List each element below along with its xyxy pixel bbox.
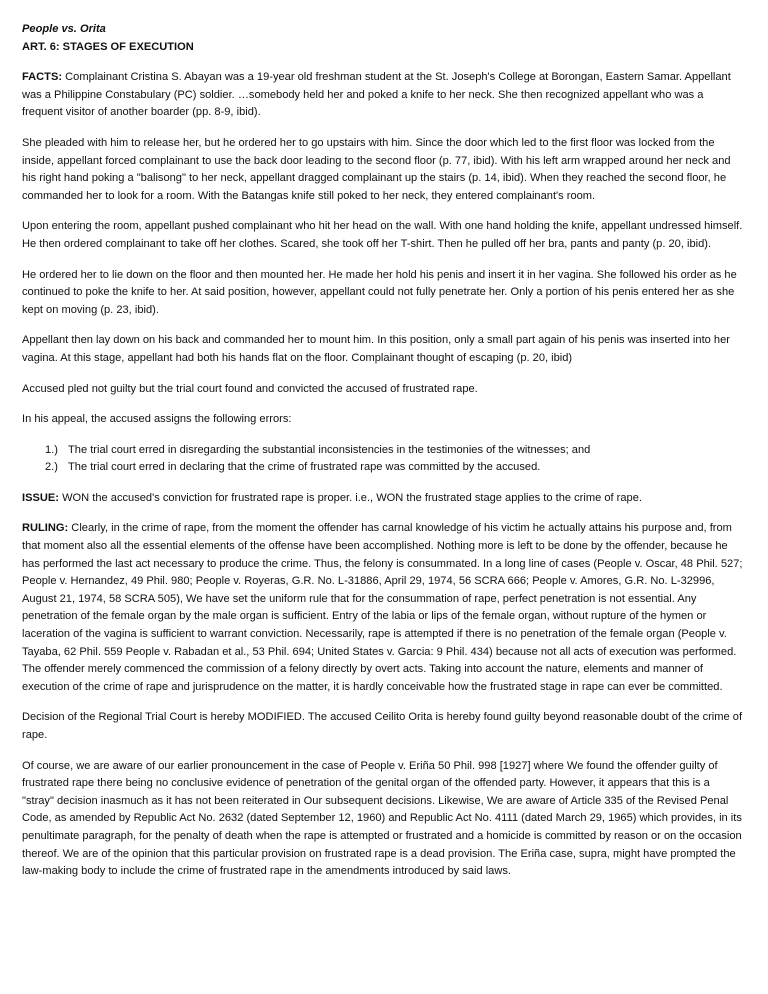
paragraph-6: In his appeal, the accused assigns the following errors: xyxy=(22,413,292,426)
closing-paragraph: Of course, we are aware of our earlier pronouncement in the case of People v. Eriña 50 Phil. 998 [1927] where We found the offender guilty of frustrated rape there being no conclusive evidence of penetration of the genital organ of the offended party. However, it appears that this is a "stray" decision inasmuch as it has not been reiterated in Our subsequent decisions. Likewise, We are aware of Article 335 of the Revised Penal Code, as amended by Republic Act No. 2632 (dated September 12, 1960) and Republic Act No. 4111 (dated March 29, 1965) which provides, in its penultimate paragraph, for the penalty of death when the rape is attempted or frustrated and a homicide is committed by reason or on the occasion thereof. We are of the opinion that this particular provision on frustrated rape is a dead provision. The Eriña case, supra, might have prompted the law-making body to include the crime of frustrated rape in the amendments introduced by said laws. xyxy=(22,759,742,878)
list-item-number: 1.) xyxy=(45,443,58,456)
errors-list xyxy=(22,442,744,477)
ruling-text: Clearly, in the crime of rape, from the moment the offender has carnal knowledge of his victim he actually attains his purpose and, from that moment also all the essential elements of the offense have been accomplished. Nothing more is left to be done by the offender, because he has performed the last act necessary to produce the crime. Thus, the felony is consummated. In a long line of cases (People v. Oscar, 48 Phil. 527; People v. Hernandez, 49 Phil. 980; People v. Royeras, G.R. No. L-31886, April 29, 1974, 56 SCRA 666; People v. Amores, G.R. No. L-32996, August 21, 1974, 58 SCRA 505), We have set the uniform rule that for the consummation of rape, perfect penetration is not essential. Any penetration of the female organ by the male organ is sufficient. Entry of the labia or lips of the female organ, without rupture of the hymen or laceration of the vagina is sufficient to warrant conviction. Necessarily, rape is attempted if there is no penetration of the female organ (People v. Tayaba, 62 Phil. 559 People v. Rabadan et al., 53 Phil. 694; United States v. Garcia: 9 Phil. 434) because not all acts of execution was performed. The offender merely commenced the commission of a felony directly by overt acts. Taking into account the nature, elements and manner of execution of the crime of rape and jurisprudence on the matter, it is hardly conceivable how the frustrated stage in rape can ever be committed. xyxy=(22,522,743,693)
list-item-text: The trial court erred in declaring that the crime of frustrated rape was committed by the accused. xyxy=(68,461,541,474)
article-heading: ART. 6: STAGES OF EXECUTION xyxy=(22,40,194,53)
ruling-paragraph xyxy=(22,520,744,696)
decision-paragraph: Decision of the Regional Trial Court is hereby MODIFIED. The accused Ceilito Orita is hereby found guilty beyond reasonable doubt of the crime of rape. xyxy=(22,711,743,741)
list-item xyxy=(22,442,744,460)
issue-paragraph xyxy=(22,490,744,508)
case-title: People vs. Orita xyxy=(22,23,106,35)
paragraph-1: She pleaded with him to release her, but he ordered her to go upstairs with him. Since the door which led to the first floor was locked from the inside, appellant forced complainant to use the back door leading to the second floor (p. 77, ibid). With his left arm wrapped around her neck and his right hand poking a "balisong" to her neck, appellant dragged complainant up the stairs (p. 14, ibid). When they reached the second floor, he commanded her to look for a room. With the Batangas knife still poked to her neck, they entered complainant's room. xyxy=(22,136,731,202)
paragraph-4: Appellant then lay down on his back and commanded her to mount him. In this position, only a small part again of his penis was inserted into her vagina. At this stage, appellant had both his hands flat on the floor. Complainant thought of escaping (p. 20, ibid) xyxy=(22,334,730,364)
document-header xyxy=(22,21,744,56)
ruling-label: RULING: xyxy=(22,522,69,535)
list-item-text: The trial court erred in disregarding the substantial inconsistencies in the testimonies of the witnesses; and xyxy=(68,443,591,456)
facts-label: FACTS: xyxy=(22,71,63,84)
paragraph-3: He ordered her to lie down on the floor and then mounted her. He made her hold his penis and insert it in her vagina. She followed his order as he continued to poke the knife to her. At said position, however, appellant could not fully penetrate her. Only a portion of his penis entered her as she kept on moving (p. 23, ibid). xyxy=(22,268,737,316)
paragraph-5: Accused pled not guilty but the trial court found and convicted the accused of frustrated rape. xyxy=(22,382,478,395)
list-item-number: 2.) xyxy=(45,461,58,474)
paragraph-2: Upon entering the room, appellant pushed complainant who hit her head on the wall. With one hand holding the knife, appellant undressed himself. He then ordered complainant to take off her clothes. Scared, she took off her T-shirt. Then he pulled off her bra, pants and panty (p. 20, ibid). xyxy=(22,220,743,250)
facts-text: Complainant Cristina S. Abayan was a 19-year old freshman student at the St. Joseph's College at Borongan, Eastern Samar. Appellant was a Philippine Constabulary (PC) soldier. …somebody held her and poked a knife to her neck. She then recognized appellant who was a frequent visitor of another boarder (pp. 8-9, ibid). xyxy=(22,71,731,119)
issue-label: ISSUE: xyxy=(22,491,59,504)
facts-paragraph xyxy=(22,69,744,122)
issue-text: WON the accused's conviction for frustrated rape is proper. i.e., WON the frustrated stage applies to the crime of rape. xyxy=(59,491,642,504)
list-item xyxy=(22,459,744,477)
